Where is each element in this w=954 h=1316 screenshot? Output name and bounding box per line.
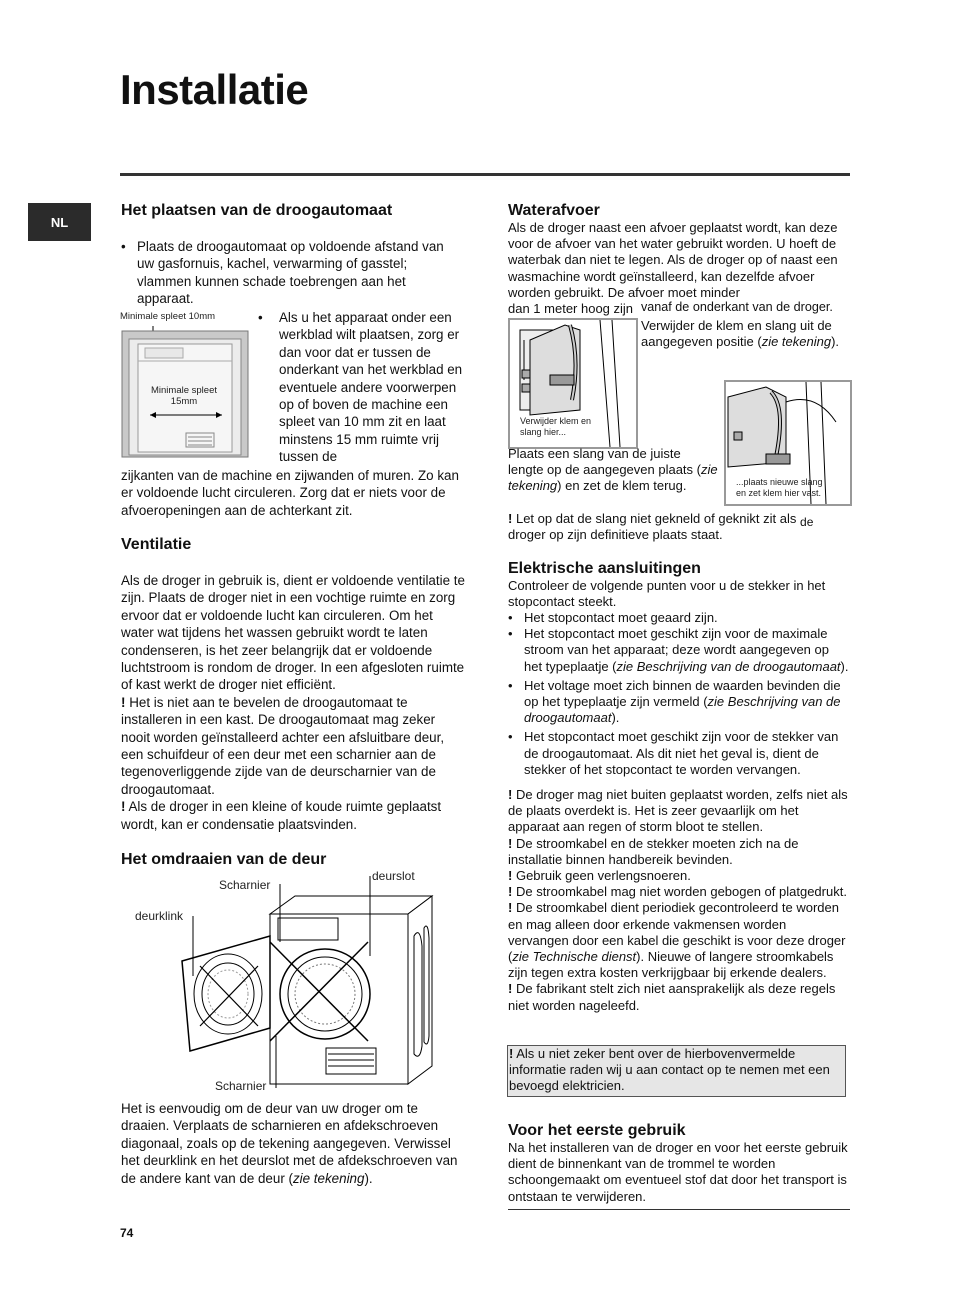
electric-check-1: • Het stopcontact moet geaard zijn. — [508, 610, 850, 626]
electric-check-3-text: Het voltage moet zich binnen de waarden bevinden die op het typeplaatje zijn vermeld ( — [524, 677, 841, 710]
drain-paragraph-2-end: ) en zet de klem terug. — [557, 478, 687, 494]
placement-bullet-2: • Als u het apparaat onder een werkblad wilt plaatsen, zorg er dan voor dat er tussen de onderkant van het werkblad en eventuele andere voorwerpen op of boven de machine een spleet van 10 mm zit en laat minstens 15 mm ruimte vrij tussen de — [258, 309, 463, 466]
electric-warning-4: De stroomkabel mag niet worden gebogen of platgedrukt. — [515, 884, 847, 900]
electric-check-3-end: ). — [611, 710, 620, 726]
page-title: Installatie — [120, 66, 309, 113]
electric-warning-5-ref: zie Technische dienst — [512, 949, 637, 965]
door-text-end: ). — [364, 1170, 373, 1186]
electric-warnings — [508, 787, 850, 1014]
electric-check-3-ref: zie Beschrijving van de droogautomaat — [524, 694, 841, 726]
drain-side-text — [641, 318, 841, 350]
warning-mark: ! — [508, 787, 513, 802]
electric-intro: Controleer de volgende punten voor u de stekker in het stopcontact steekt. — [508, 578, 826, 610]
electrician-notice-text: Als u niet zeker bent over de hierbovenvermelde informatie raden wij u aan contact op te nemen met een bevoegd elektricien. — [509, 1046, 830, 1094]
drain-paragraph-2-text: Plaats een slang van de juiste lengte op de aangegeven plaats ( — [508, 446, 701, 478]
drain-warning-text: Let op dat de slang niet gekneld of geknikt zit als — [515, 511, 797, 526]
door-paragraph — [121, 1100, 466, 1187]
ventilation-heading: Ventilatie — [121, 536, 192, 553]
first-use-heading: Voor het eerste gebruik — [508, 1122, 686, 1139]
drain-paragraph: Als de droger naast een afvoer geplaatst wordt, kan deze voor de afvoer van het water gebruikt worden. U hoeft de waterbak dan niet te legen. Als de droger op of naast een wasmachine wordt geïnstalleerd, kan dezelfde afvoer worden gebruikt. De afvoer moet minder — [508, 220, 838, 300]
ventilation-paragraph — [121, 572, 466, 833]
drain-heading: Waterafvoer — [508, 202, 600, 219]
electric-check-4: • Het stopcontact moet geschikt zijn voor de stekker van de droogautomaat. Als dit niet het geval is, dient de stekker of het stopcontact te worden vervangen. — [508, 729, 850, 778]
electric-warning-1: De droger mag niet buiten geplaatst worden, zelfs niet als de plaats overdekt is. Het is zeer gevaarlijk om het apparaat aan regen of storm bloot te stellen. — [508, 787, 848, 835]
placement-bullet-2-continued: zijkanten van de machine en zijwanden of muren. Zo kan er voldoende lucht circuleren. Zorg dat er niets voor de afvoeropeningen aan de achterkant zit. — [121, 468, 459, 518]
drain-fig1-caption-2: slang hier... — [520, 427, 567, 437]
electric-heading: Elektrische aansluitingen — [508, 560, 701, 577]
drain-fig2-caption-2: en zet klem hier vast. — [736, 488, 822, 498]
drain-warning — [508, 511, 853, 543]
door-diagram — [130, 866, 460, 1096]
label-deurklink: deurklink — [135, 909, 184, 923]
electric-warning-5: De stroomkabel dient periodiek gecontroleerd te worden en mag alleen door erkende vakmensen worden vervangen door een kabel die geschikt is voor deze droger ( — [508, 900, 846, 965]
drain-figure-remove — [508, 318, 638, 449]
drain-side-text-main: Verwijder de klem en slang uit de aangegeven positie ( — [641, 318, 832, 350]
title-rule — [120, 173, 850, 176]
warning-mark: ! — [121, 694, 126, 710]
drain-line-a: dan 1 meter hoog zijn — [508, 301, 634, 316]
ventilation-warning-2: Als de droger in een kleine of koude ruimte geplaatst wordt, kan er condensatie plaatsvinden. — [121, 799, 442, 832]
clearance-figure — [120, 311, 254, 461]
footer-rule — [508, 1209, 850, 1210]
door-heading: Het omdraaien van de deur — [121, 851, 327, 868]
drain-side-text-ref: zie tekening — [761, 334, 832, 350]
electric-check-2 — [508, 626, 850, 675]
label-scharnier-top: Scharnier — [219, 878, 271, 892]
warning-mark: ! — [508, 511, 513, 526]
electric-check-2-end: ). — [840, 658, 849, 674]
door-text: Het is eenvoudig om de deur van uw droger om te draaien. Verplaats de scharnieren en afdekschroeven diagonaal, zoals op de tekening aangegeven. Verwissel het deurklink en het deurslot met de afdekschroeven van de andere kant van de deur ( — [121, 1101, 458, 1186]
warning-mark: ! — [509, 1046, 514, 1061]
ventilation-text: Als de droger in gebruik is, dient er voldoende ventilatie te zijn. Plaats de droger niet in een vochtige ruimte en zorg ervoor dat er voldoende lucht kan circuleren. Om het water wat tijdens het wassen gebruikt wordt te laten condenseren, is het zeer belangrijk dat er voldoende luchtstroom is rondom de droger. In een afgesloten ruimte of kast werkt de droger niet efficiënt. — [121, 573, 465, 693]
drain-fig1-caption-1: Verwijder klem en — [520, 416, 592, 426]
drain-paragraph-2-ref: zie tekening — [508, 462, 718, 494]
electric-warning-5-end: ). Nieuwe of langere stroomkabels zijn tegen extra kosten verkrijgbaar bij erkende dealers. — [508, 949, 834, 981]
electrician-notice-box — [507, 1045, 846, 1097]
first-use-paragraph: Na het installeren van de droger en voor het eerste gebruik dient de binnenkant van de trommel te worden schoongemaakt om eventueel stof dat door het transport is ontstaan te verwijderen. — [508, 1140, 848, 1204]
drain-paragraph-2 — [508, 446, 718, 495]
warning-mark: ! — [508, 981, 513, 997]
fig-label-gap-top: Minimale spleet 10mm — [120, 311, 216, 322]
placement-heading: Het plaatsen van de droogautomaat — [121, 202, 393, 219]
drain-warning-de: de — [800, 515, 814, 529]
door-text-ref: zie tekening — [292, 1170, 365, 1186]
electric-warning-3: Gebruik geen verlengsnoeren. — [515, 868, 691, 884]
label-scharnier-bottom: Scharnier — [215, 1079, 267, 1093]
warning-mark: ! — [508, 900, 513, 916]
electric-checklist — [508, 610, 850, 778]
electric-check-2-text: Het stopcontact moet geschikt zijn voor de maximale stroom van het apparaat; deze wordt aangegeven op het typeplaatje ( — [524, 626, 829, 674]
placement-bullets — [121, 238, 451, 308]
placement-bullet-2-list — [258, 309, 463, 466]
drain-line-b: vanaf de onderkant van de droger. — [641, 300, 833, 314]
electric-check-3 — [508, 678, 850, 727]
drain-figure-install — [724, 380, 852, 506]
warning-mark: ! — [121, 799, 126, 815]
fig-label-gap-mid-2: 15mm — [170, 396, 198, 407]
ventilation-warning-1: Het is niet aan te bevelen de droogautomaat te installeren in een kast. De droogautomaat mag zeker nooit worden geïnstalleerd achter een afsluitbare deur, een schuifdeur of een deur met een scharnier aan de tegenoverliggende zijde van de deurscharnier van de droogautomaat. — [121, 694, 445, 797]
electric-check-2-ref: zie Beschrijving van de droogautomaat — [616, 658, 841, 674]
warning-mark: ! — [508, 835, 513, 851]
placement-bullet-1: • Plaats de droogautomaat op voldoende afstand van uw gasfornuis, kachel, verwarming of gasstel; vlammen kunnen schade toebrengen aan het apparaat. — [121, 238, 451, 308]
electric-warning-2: De stroomkabel en de stekker moeten zich na de installatie binnen handbereik bevinden. — [508, 835, 799, 867]
electric-warning-6: De fabrikant stelt zich niet aansprakelijk als deze regels niet worden nageleefd. — [508, 981, 836, 1013]
warning-mark: ! — [508, 884, 513, 900]
language-tab: NL — [28, 203, 91, 241]
warning-mark: ! — [508, 868, 513, 884]
fig-label-gap-mid-1: Minimale spleet — [151, 385, 217, 396]
door-reversal-figure — [130, 866, 460, 1096]
page-number: 74 — [120, 1226, 134, 1240]
drain-warning-cont: droger op zijn definitieve plaats staat. — [508, 527, 723, 543]
drain-side-text-end: ). — [831, 334, 840, 350]
label-deurslot: deurslot — [372, 869, 415, 883]
drain-fig2-caption-1: ...plaats nieuwe slang — [736, 477, 823, 487]
